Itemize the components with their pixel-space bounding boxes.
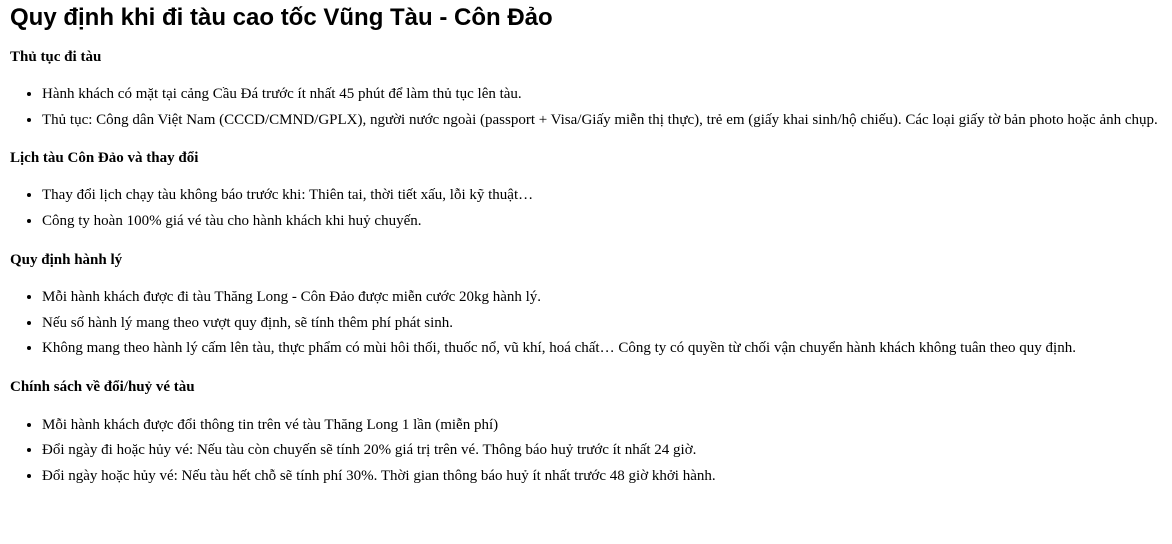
list-item: • Đổi ngày đi hoặc hủy vé: Nếu tàu còn chuyến sẽ tính 20% giá trị trên vé. Thông báo huỷ trước ít nhất 24 giờ.	[42, 438, 1172, 464]
luggage-list	[10, 285, 1172, 362]
procedure-list	[10, 82, 1172, 133]
list-item: • Thay đổi lịch chạy tàu không báo trước khi: Thiên tai, thời tiết xấu, lỗi kỹ thuật…	[42, 183, 1172, 209]
section-heading-luggage: Quy định hành lý	[10, 252, 123, 268]
ticket-policy-list	[10, 413, 1172, 490]
section-heading-procedure: Thủ tục đi tàu	[10, 49, 102, 65]
list-item: • Thủ tục: Công dân Việt Nam (CCCD/CMND/GPLX), người nước ngoài (passport + Visa/Giấy miễn thị thực), trẻ em (giấy khai sinh/hộ chiếu). Các loại giấy tờ bản photo hoặc ảnh chụp.	[42, 108, 1172, 134]
section-heading-ticket-policy: Chính sách về đổi/huỷ vé tàu	[10, 378, 195, 395]
list-item: • Không mang theo hành lý cấm lên tàu, thực phẩm có mùi hôi thối, thuốc nổ, vũ khí, hoá chất… Công ty có quyền từ chối vận chuyển hành khách không tuân theo quy định.	[42, 336, 1172, 362]
list-item: • Hành khách có mặt tại cảng Cầu Đá trước ít nhất 45 phút để làm thủ tục lên tàu.	[42, 82, 1172, 108]
list-item: • Đổi ngày hoặc hủy vé: Nếu tàu hết chỗ sẽ tính phí 30%. Thời gian thông báo huỷ ít nhất trước 48 giờ khởi hành.	[42, 464, 1172, 490]
list-item: • Mỗi hành khách được đổi thông tin trên vé tàu Thăng Long 1 lần (miễn phí)	[42, 413, 1172, 439]
section-heading-schedule: Lịch tàu Côn Đảo và thay đổi	[10, 150, 199, 166]
list-item: • Công ty hoàn 100% giá vé tàu cho hành khách khi huỷ chuyến.	[42, 209, 1172, 235]
page-title: Quy định khi đi tàu cao tốc Vũng Tàu - Côn Đảo	[10, 4, 553, 31]
list-item: • Nếu số hành lý mang theo vượt quy định, sẽ tính thêm phí phát sinh.	[42, 311, 1172, 337]
list-item: • Mỗi hành khách được đi tàu Thăng Long - Côn Đảo được miễn cước 20kg hành lý.	[42, 285, 1172, 311]
schedule-list	[10, 183, 1172, 234]
